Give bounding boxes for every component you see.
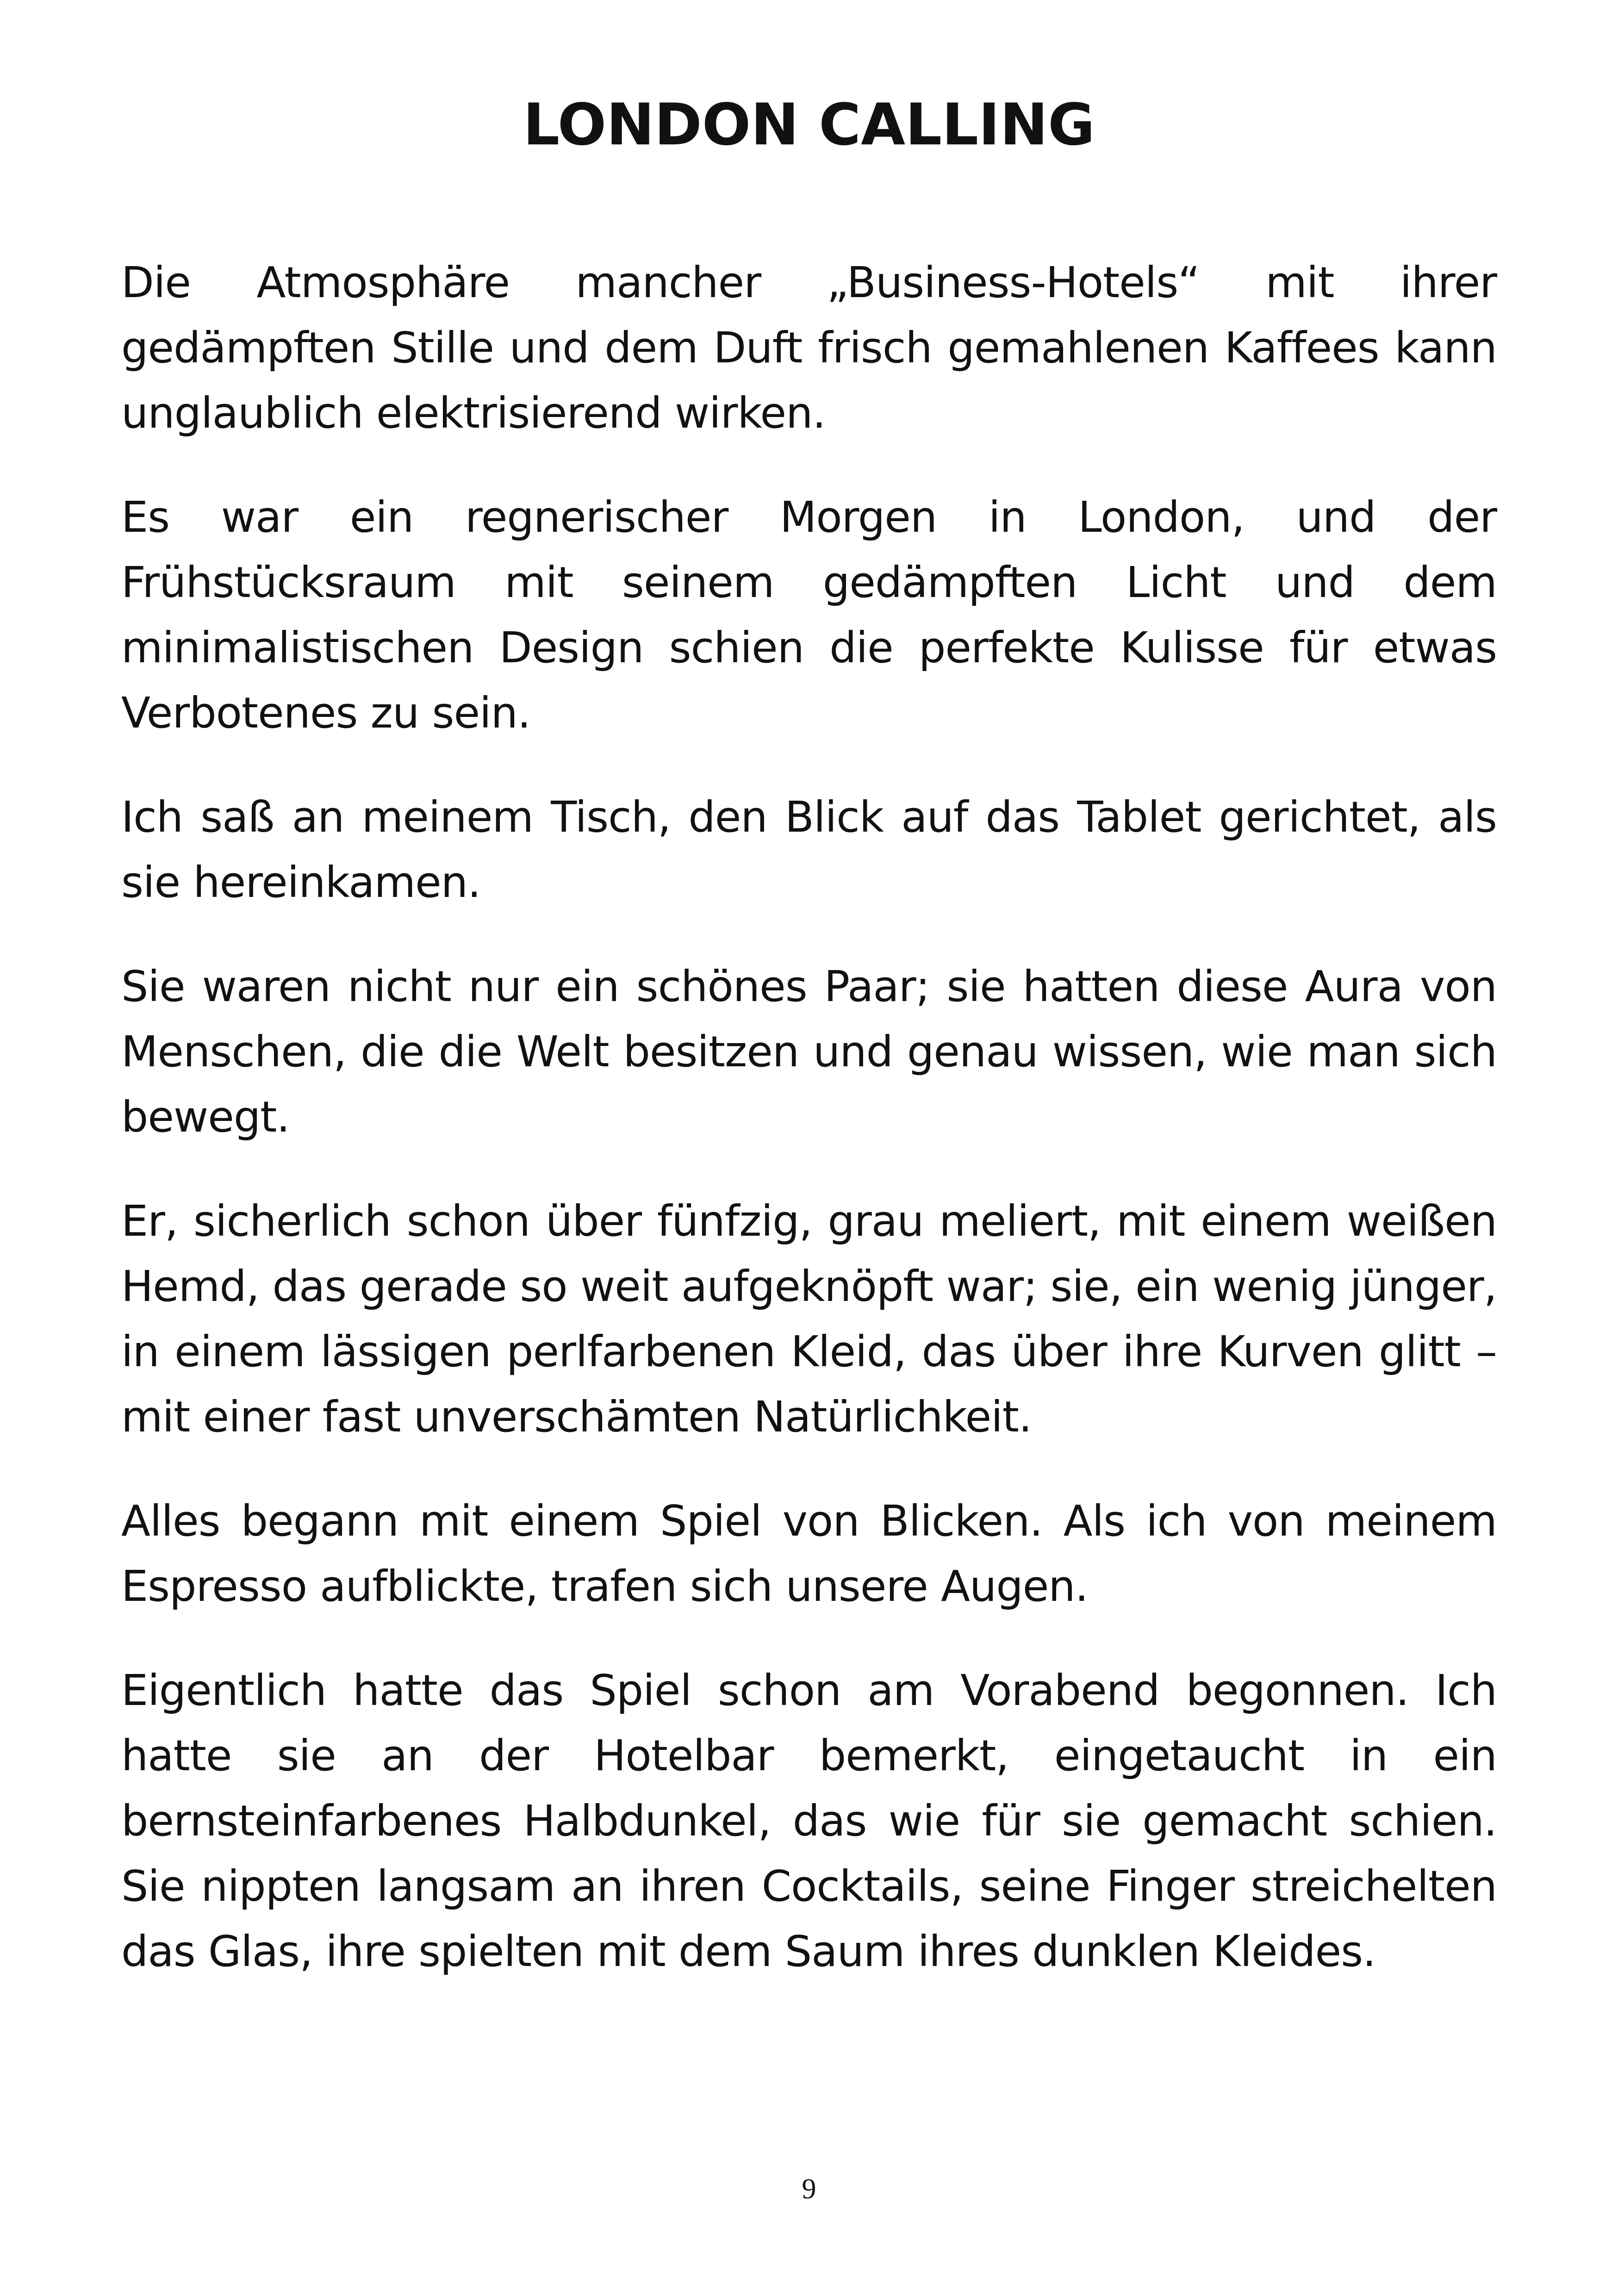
page-number: 9	[802, 2173, 816, 2205]
paragraph: Eigentlich hatte das Spiel schon am Vorabend begonnen. Ich hatte sie an der Hotelbar bemerkt, eingetaucht in ein bernsteinfarbenes Halbdunkel, das wie für sie gemacht schien. Sie nippten langsam an ihren Cocktails, seine Finger streichelten das Glas, ihre spielten mit dem Saum ihres dunklen Kleides.	[121, 1666, 1497, 1976]
paragraph: Sie waren nicht nur ein schönes Paar; sie hatten diese Aura von Menschen, die die Welt besitzen und genau wissen, wie man sich bewegt.	[121, 962, 1497, 1142]
chapter-title: LONDON CALLING	[523, 92, 1095, 158]
body-text	[121, 250, 1497, 2023]
paragraph: Alles begann mit einem Spiel von Blicken. Als ich von meinem Espresso aufblickte, trafen sich unsere Augen.	[121, 1496, 1497, 1611]
paragraph: Es war ein regnerischer Morgen in London, und der Frühstücksraum mit seinem gedämpften Licht und dem minimalistischen Design schien die perfekte Kulisse für etwas Verbotenes zu sein.	[121, 492, 1497, 738]
paragraph: Die Atmosphäre mancher „Business-Hotels“ mit ihrer gedämpften Stille und dem Duft frisch gemahlenen Kaffees kann unglaublich elektrisierend wirken.	[121, 258, 1497, 438]
paragraph: Ich saß an meinem Tisch, den Blick auf das Tablet gerichtet, als sie hereinkamen.	[121, 792, 1497, 907]
paragraph: Er, sicherlich schon über fünfzig, grau meliert, mit einem weißen Hemd, das gerade so weit aufgeknöpft war; sie, ein wenig jünger, in einem lässigen perlfarbenen Kleid, das über ihre Kurven glitt – mit einer fast unverschämten Natürlichkeit.	[121, 1196, 1497, 1442]
